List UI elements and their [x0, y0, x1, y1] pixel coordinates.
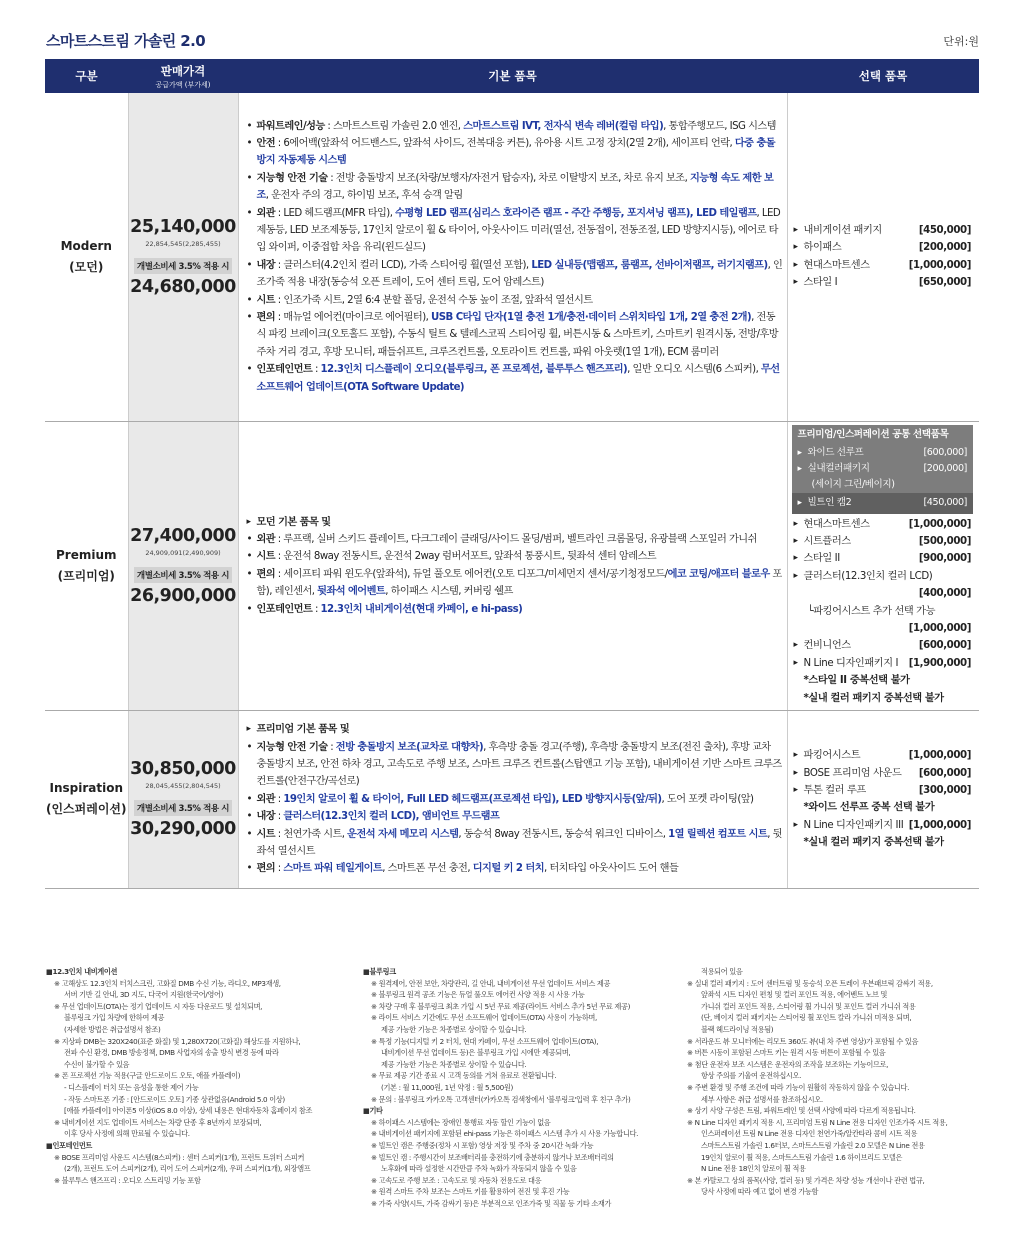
footnote-line: 19인치 알로이 휠 적용, 스마트스트림 가솔린 1.6 하이브리드 모델은: [701, 1152, 903, 1162]
footnote-line: (기본 : 월 11,000원, 1년 약정 : 월 5,500원): [381, 1082, 513, 1092]
header-grade: 구분: [45, 59, 128, 93]
supply-price: 28,045,455(2,804,545): [145, 782, 221, 791]
footnote-line: ※ 고속도로 주행 보조 : 고속도로 및 자동차 전용도로 대응: [371, 1175, 542, 1185]
shared-option-title: 프리미엄/인스퍼레이션 공통 선택품목: [797, 428, 949, 440]
option-item: ▸ 투톤 컬러 루프 [300,000]: [794, 782, 972, 799]
option-item: ▸ 시트플러스 [500,000]: [794, 533, 972, 550]
footnote-line: ※ 특정 기능(디지털 키 2 터치, 현대 카페이, 무선 소프트웨어 업데이트(OTA),: [371, 1036, 599, 1046]
footnote-line: [애플 카플레이] 아이폰5 이상(iOS 8.0 이상), 상세 내용은 현대자동차 홈페이지 참조: [64, 1106, 313, 1116]
footnote-line: ※ 주변 환경 및 주행 조건에 따라 기능이 원활히 작동하지 않을 수 있습니다.: [687, 1082, 910, 1092]
basic-item: • 편의 : 스마트 파워 테일게이트, 스마트폰 무선 충전, 디지털 키 2 터치, 터치타입 아웃사이드 도어 핸들: [247, 860, 783, 877]
option-item: ▸ 클러스터(12.3인치 컬러 LCD): [794, 568, 972, 585]
option-item: ▸ 빌트인 캠2 [450,000]: [798, 495, 968, 511]
footnote-line: 가니쉬 컬러 포인트 적용, 스티어링 휠 가니쉬 및 포인트 컬러 가니쉬 적용: [701, 1001, 916, 1011]
supply-price: 24,909,091(2,490,909): [145, 548, 221, 557]
price-table: [45, 59, 979, 889]
trim-row-inspiration: [45, 710, 979, 888]
trim-row-premium: [45, 421, 979, 710]
footnote-line: 블루링크 가입 차량에 한하여 제공: [64, 1013, 165, 1023]
footnote-line: 내비게이션 무선 업데이트 등)은 블루링크 가입 시에만 제공되며,: [381, 1048, 571, 1058]
footnote-line: ※ 버튼 시동이 포함된 스마트 키는 원격 시동 버튼이 포함될 수 있음: [687, 1048, 886, 1058]
footnote-line: ※ 차량 구매 후 블루링크 최초 가입 시 5년 무료 제공(라이트 서비스 추가 5년 무료 제공): [371, 1001, 631, 1011]
option-item: ▸ BOSE 프리미엄 사운드 [600,000]: [794, 765, 972, 782]
footnotes-col3: [687, 966, 947, 1198]
footnote-line: ※ 내비게이션 지도 업데이트 서비스는 차량 단종 후 8년까지 보장되며,: [54, 1117, 262, 1127]
basic-item: • 내장 : 클러스터(4.2인치 컬러 LCD), 가죽 스티어링 휠(열선 포함), LED 실내등(맵램프, 룸램프, 선바이저램프, 러기지램프), 인조가죽 적용 내장(동승석 오픈 트레이, 도어 센터 트림, 도어 암레스트): [247, 257, 783, 292]
footnote-line: 앞좌석 시트 디자인 편칭 및 컬러 포인트 적용, 에어벤트 노브 및: [701, 990, 888, 1000]
basic-item: • 인포테인먼트 : 12.3인치 내비게이션(현대 카페이, e hi-pass): [247, 601, 783, 618]
footnote-line: ※ 원격제어, 안전 보안, 차량관리, 길 안내, 내비게이션 무선 업데이트 서비스 제공: [371, 978, 611, 988]
footnote-line: ※ 내비게이션 패키지에 포함된 ehi-pass 기능은 하이패스 시스템 추가 시 사용 가능합니다.: [371, 1129, 639, 1139]
footnote-line: ※ 문의 : 블루링크 카카오톡 고객센터(카카오톡 검색창에서 '블루링크'입력 후 친구 추가): [371, 1094, 631, 1104]
footnote-line: 제공 가능한 기능은 차종별로 상이할 수 있습니다.: [381, 1059, 527, 1069]
footnote-line: ■블루링크: [363, 967, 396, 976]
footnote-line: ※ 하이패스 시스템에는 장애인 통행료 자동 할인 기능이 없음: [371, 1117, 551, 1127]
basic-item: • 지능형 안전 기술 : 전방 충돌방지 보조(차량/보행자/자전거 탑승자), 차로 이탈방지 보조, 차로 유지 보조, 지능형 속도 제한 보조, 운전자 주의 경고, 하이빔 보조, 후석 승객 알림: [247, 170, 783, 205]
basic-item: • 편의 : 세이프티 파워 윈도우(앞좌석), 듀얼 풀오토 에어컨(오토 디포그/미세먼지 센서/공기청정모드/에코 코팅/애프터 블로우 포함), 레인센서, 뒷좌석 에어벤트, 하이패스 시스템, 커버링 쉘프: [247, 566, 783, 601]
price-cell: [128, 93, 238, 421]
option-note: *실내 컬러 패키지 중복선택 불가: [803, 837, 944, 849]
footnote-line: ■인포테인먼트: [46, 1140, 93, 1150]
basic-head: ▸ 모던 기본 품목 및: [247, 514, 783, 531]
footnote-line: 스마트스트림 가솔린 1.6터보, 스마트스트림 가솔린 2.0 모델은 N Line 전용: [701, 1140, 925, 1150]
tax-label: 개별소비세 3.5% 적용 시: [134, 800, 232, 816]
tax-price: 24,680,000: [130, 276, 236, 297]
footnote-line: 제공 가능한 기능은 차종별로 상이할 수 있습니다.: [381, 1024, 527, 1034]
option-note: *와이드 선루프 중복 선택 불가: [803, 802, 935, 814]
basic-item: • 편의 : 매뉴얼 에어컨(마이크로 에어필터), USB C타입 단자(1열 충전 1개/충전·데이터 스위치타입 1개, 2열 충전 2개), 전동식 파킹 브레이크(오토홀드 포함), 수동식 틸트 & 텔레스코픽 스티어링 휠, 버튼시동 & 스마트키, 스마트키 원격시동, 전방/후방 주차 거리 경고, 후방 모니터, 패들쉬프트, 크루즈컨트롤, 오토라이트 컨트롤, 파워 아웃렛(1열 1개), ECM 룸미러: [247, 309, 783, 361]
footnote-line: 인스퍼레이션 트림 N Line 전용 디자인 천연가죽/알칸타라 콤비 시트 적용: [701, 1129, 918, 1139]
footnote-line: - 디스플레이 터치 또는 음성을 통한 제어 가능: [64, 1082, 199, 1092]
basic-item: • 파워트레인/성능 : 스마트스트림 가솔린 2.0 엔진, 스마트스트림 IVT, 전자식 변속 레버(컬럼 타입), 통합주행모드, ISG 시스템: [247, 118, 783, 135]
header-basic: 기본 품목: [238, 59, 787, 93]
footnote-line: ※ 무료 제공 기간 종료 시 고객 동의를 거쳐 유료로 전환됩니다.: [371, 1071, 557, 1081]
footnote-line: ※ 본 카탈로그 상의 품목(사양, 컬러 등) 및 가격은 차량 성능 개선이나 관련 법규,: [687, 1175, 925, 1185]
sale-price: 25,140,000: [130, 216, 236, 237]
price-cell: [128, 710, 238, 888]
option-note: *실내 컬러 패키지 중복선택 불가: [803, 692, 944, 704]
basic-item: • 내장 : 클러스터(12.3인치 컬러 LCD), 앰비언트 무드램프: [247, 808, 783, 825]
footnote-line: 적용되어 있음: [701, 967, 743, 976]
option-item: ▸ 스타일 I [650,000]: [794, 274, 972, 291]
footnote-line: ※ 블루링크 원격 공조 기능은 듀얼 풀오토 에어컨 사양 적용 시 사용 가능: [371, 990, 585, 1000]
footnote-line: ■기타: [363, 1106, 383, 1116]
basic-head: ▸ 프리미엄 기본 품목 및: [247, 721, 783, 738]
footnote-line: (단, 베이지 컬러 패키지는 스티어링 휠 포인트 칼라 가니쉬 미적용 되며,: [701, 1013, 912, 1023]
option-item: ▸ 현대스마트센스 [1,000,000]: [794, 257, 972, 274]
footnote-line: 세부 사항은 취급 설명서를 참조하십시오.: [701, 1094, 823, 1104]
option-sub: └파킹어시스트 추가 선택 가능: [807, 605, 936, 617]
footnote-line: - 작동 스마트폰 기종 : [안드로이드 오토] 기종 상관없음(Android 5.0 이상): [64, 1094, 285, 1104]
option-item: ▸ N Line 디자인패키지 I [1,900,000]: [794, 655, 972, 672]
basic-items: [238, 93, 787, 421]
trim-row-modern: [45, 93, 979, 421]
footnote-line: ※ 빌트인 캠은 주행중(정차 시 포함) 영상 저장 및 주차 중 20시간 녹화 가능: [371, 1140, 594, 1150]
price-cell: [128, 421, 238, 710]
header-price: 판매가격 공급가액 (부가세): [128, 59, 238, 93]
table-header: [45, 59, 979, 93]
basic-item: • 안전 : 6에어백(앞좌석 어드밴스드, 앞좌석 사이드, 전복대응 커튼), 유아용 시트 고정 장치(2열 2개), 세이프티 언락, 다중 충돌방지 자동제동 시스템: [247, 135, 783, 170]
footnote-line: ※ 지상파 DMB는 320X240(표준 화질) 및 1,280X720(고화질) 해상도를 지원하나,: [54, 1036, 301, 1046]
option-item: ▸ N Line 디자인패키지 III [1,000,000]: [794, 817, 972, 834]
footnote-line: ※ BOSE 프리미엄 사운드 시스템(8스피커) : 센터 스피커(1개), 프런트 트위터 스피커: [54, 1152, 305, 1162]
footnote-line: (자세한 방법은 취급설명서 참조): [64, 1024, 161, 1034]
footnote-line: N Line 전용 18인치 알로이 휠 적용: [701, 1164, 806, 1174]
basic-items: [238, 421, 787, 710]
footnote-line: 서버 기반 길 안내, 3D 지도, 다국어 지원(한국어/영어): [64, 990, 224, 1000]
footnote-line: ※ 서라운드 뷰 모니터에는 리모트 360도 뷰(내 차 주변 영상)가 포함될 수 있음: [687, 1036, 919, 1046]
footnote-line: ※ 원격 스마트 주차 보조는 스마트 키를 활용하여 전진 및 후진 가능: [371, 1187, 570, 1197]
header-option: 선택 품목: [787, 59, 979, 93]
shared-option-box: [792, 425, 974, 514]
trim-name: Modern (모던): [45, 93, 128, 421]
option-item: ▸ 스타일 II [900,000]: [794, 550, 972, 567]
footnote-line: 당사 사정에 따라 예고 없이 변경 가능함: [701, 1187, 819, 1197]
footnotes-col2: [363, 966, 638, 1209]
footnote-line: 항상 주의를 기울여 운전하십시오.: [701, 1071, 802, 1081]
tax-price: 30,290,000: [130, 819, 236, 840]
sale-price: 30,850,000: [130, 759, 236, 780]
footnote-line: ※ 고해상도 12.3인치 터치스크린, 고화질 DMB 수신 기능, 라디오, MP3재생,: [54, 978, 281, 988]
tax-price: 26,900,000: [130, 585, 236, 606]
footnote-line: ※ 폰 프로젝션 기능 적용(구글 안드로이드 오토, 애플 카플레이): [54, 1071, 241, 1081]
option-item: ▸ 현대스마트센스 [1,000,000]: [794, 516, 972, 533]
option-items: [787, 421, 979, 710]
footnote-line: ※ 첨단 운전자 보조 시스템은 운전자의 조작을 보조하는 기능이므로,: [687, 1059, 889, 1069]
option-sub: (세이지 그린/베이지): [811, 478, 895, 490]
option-item: ▸ 내비게이션 패키지 [450,000]: [794, 222, 972, 239]
option-items: [787, 93, 979, 421]
option-price: [1,000,000]: [908, 622, 971, 634]
basic-item: • 외관 : LED 헤드램프(MFR 타입), 수평형 LED 램프(심리스 호라이즌 램프 - 주간 주행등, 포지셔닝 램프), LED 테일램프, LED 제동등, LED 보조제동등, 17인치 알로이 휠 & 타이어, 아웃사이드 미러(열선, 전동접이, 전동조절, LED 방향지시등), 에어로 타입 와이퍼, 이중접합 차음 유리(윈드실드): [247, 205, 783, 257]
tax-label: 개별소비세 3.5% 적용 시: [134, 567, 232, 583]
basic-item: • 외관 : 19인치 알로이 휠 & 타이어, Full LED 헤드램프(프로젝션 타입), LED 방향지시등(앞/뒤), 도어 포켓 라이팅(앞): [247, 791, 783, 808]
option-item: ▸ 파킹어시스트 [1,000,000]: [794, 747, 972, 764]
basic-item: • 시트 : 천연가죽 시트, 운전석 자세 메모리 시스템, 동승석 8way 전동시트, 동승석 워크인 디바이스, 1열 릴렉션 컴포트 시트, 뒷좌석 열선시트: [247, 826, 783, 861]
footnote-line: 블랙 헤드라이닝 적용됨): [701, 1024, 774, 1034]
basic-item: • 지능형 안전 기술 : 전방 충돌방지 보조(교차로 대향차), 후측방 충돌 경고(주행), 후측방 충돌방지 보조(전진 출차), 후방 교차 충돌방지 보조, 안전 하차 경고, 고속도로 주행 보조, 스마트 크루즈 컨트롤(스탑앤고 기능 포함), 내비게이션 기반 스마트 크루즈 컨트롤(안전구간/곡선로): [247, 739, 783, 791]
basic-item: • 외관 : 루프랙, 실버 스키드 플레이트, 다크그레이 클래딩/사이드 몰딩/범퍼, 벨트라인 크롬몰딩, 유광블랙 스포일러 가니쉬: [247, 531, 783, 548]
sale-price: 27,400,000: [130, 525, 236, 546]
footnote-line: ※ 가죽 사양(시트, 가죽 감싸기 등)은 부분적으로 인조가죽 및 직물 등 기타 소재가: [371, 1198, 612, 1208]
footnote-line: ※ 실내 컬러 패키지 : 도어 센터트림 및 동승석 오픈 트레이 우븐패브릭 감싸기 적용,: [687, 978, 933, 988]
footnote-line: 노후화에 따라 설정한 시간만큼 주차 녹화가 작동되지 않을 수 있음: [381, 1164, 577, 1174]
basic-items: [238, 710, 787, 888]
basic-item: • 인포테인먼트 : 12.3인치 디스플레이 오디오(블루링크, 폰 프로젝션, 블루투스 핸즈프리), 일반 오디오 시스템(6 스피커), 무선 소프트웨어 업데이트(OTA Software Update): [247, 361, 783, 396]
page-title: 스마트스트림 가솔린 2.0: [46, 32, 206, 50]
footnote-line: ※ 블루투스 핸즈프리 : 오디오 스트리밍 기능 포함: [54, 1175, 201, 1185]
tax-label: 개별소비세 3.5% 적용 시: [134, 258, 232, 274]
option-item: ▸ 와이드 선루프 [600,000]: [798, 445, 968, 461]
trim-name: Inspiration (인스퍼레이션): [45, 710, 128, 888]
footnote-line: ※ 상기 사양 구성은 트림, 파워트레인 및 선택 사양에 따라 다르게 적용됩니다.: [687, 1106, 916, 1116]
footnotes-col1: [46, 966, 312, 1186]
option-price: [400,000]: [918, 588, 971, 600]
trim-name: Premium (프리미엄): [45, 421, 128, 710]
footnote-line: ■12.3인치 내비게이션: [46, 967, 118, 976]
unit-label: 단위:원: [943, 35, 979, 48]
footnote-line: ※ N Line 디자인 패키지 적용 시, 프리미엄 트림 N Line 전용 디자인 인조가죽 시트 적용,: [687, 1117, 948, 1127]
footnote-line: ※ 라이트 서비스 기간에도 무선 소프트웨어 업데이트(OTA) 사용이 가능하며,: [371, 1013, 597, 1023]
footnote-line: 수신이 불가할 수 있음: [64, 1059, 130, 1069]
option-item: ▸ 실내컬러패키지 [200,000]: [798, 461, 968, 477]
footnote-line: 이후 당사 사정에 의해 만료될 수 있습니다.: [64, 1129, 190, 1139]
supply-price: 22,854,545(2,285,455): [145, 239, 221, 248]
footnote-line: (2개), 프런트 도어 스피커(2개), 리어 도어 스피커(2개), 우퍼 스피커(1개), 외장앰프: [64, 1164, 311, 1174]
footnote-line: ※ 무선 업데이트(OTA)는 정기 업데이트 시 자동 다운로드 및 설치되며,: [54, 1001, 263, 1011]
basic-item: • 시트 : 운전석 8way 전동시트, 운전석 2way 럼버서포트, 앞좌석 통풍시트, 뒷좌석 센터 암레스트: [247, 548, 783, 565]
footnote-line: 전파 수신 환경, DMB 방송정책, DMB 사업자의 송출 방식 변경 등에 따라: [64, 1048, 279, 1058]
footnote-line: ※ 빌트인 캠 : 주행시간이 보조배터리를 충전하기에 충분하지 않거나 보조배터리의: [371, 1152, 614, 1162]
option-item: ▸ 컨비니언스 [600,000]: [794, 637, 972, 654]
basic-item: • 시트 : 인조가죽 시트, 2열 6:4 분할 폴딩, 운전석 수동 높이 조절, 앞좌석 열선시트: [247, 292, 783, 309]
option-items: [787, 710, 979, 888]
option-note: *스타일 II 중복선택 불가: [803, 675, 910, 687]
option-item: ▸ 하이패스 [200,000]: [794, 239, 972, 256]
